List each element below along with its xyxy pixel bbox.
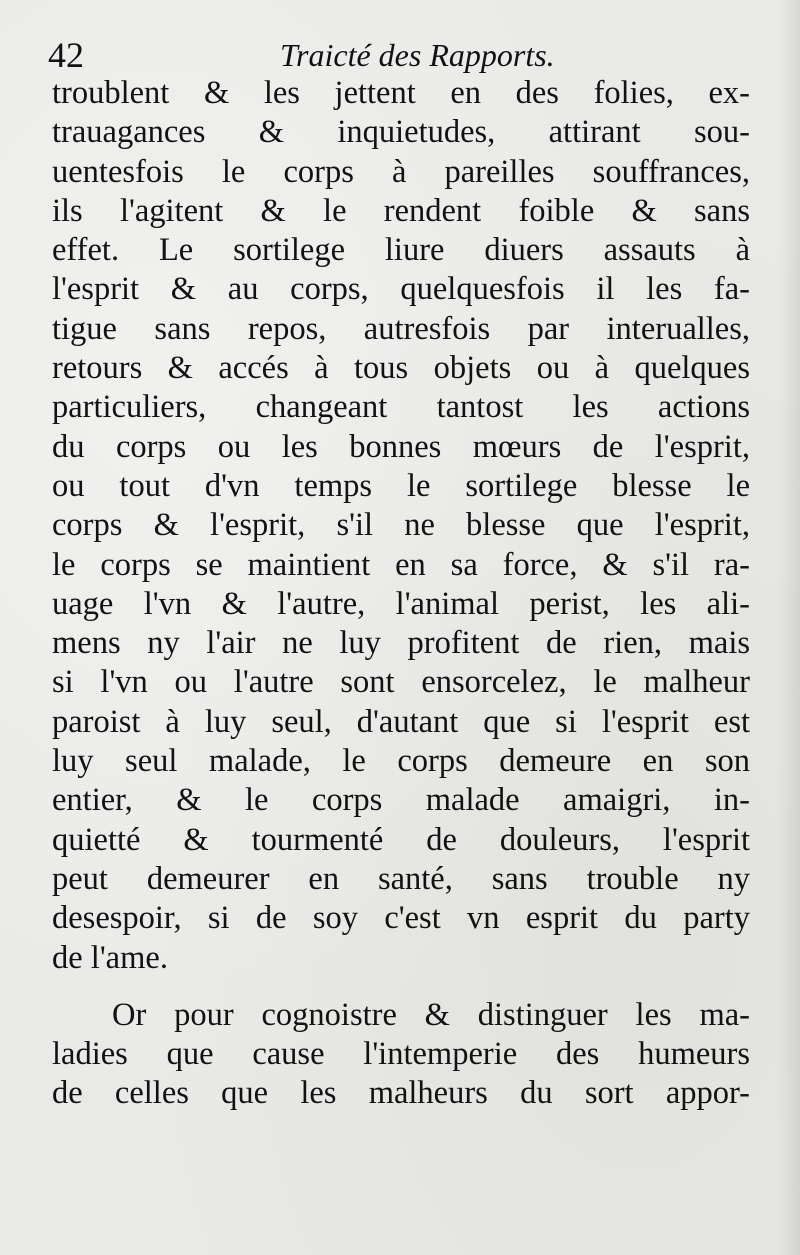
paragraph-gap bbox=[52, 978, 750, 996]
text-line: du corps ou les bonnes mœurs de l'esprit, bbox=[52, 428, 750, 465]
text-line: entier, & le corps malade amaigri, in- bbox=[52, 782, 750, 819]
running-head: Traicté des Rapports. bbox=[280, 37, 555, 73]
text-line: le corps se maintient en sa force, & s'il ra- bbox=[52, 546, 750, 583]
text-line: peut demeurer en santé, sans trouble ny bbox=[52, 860, 750, 897]
text-line: de l'ame. bbox=[52, 939, 168, 976]
body-text bbox=[52, 74, 750, 1114]
text-line: particuliers, changeant tantost les actions bbox=[52, 389, 750, 426]
page-edge-shadow bbox=[778, 0, 800, 1255]
text-line: Or pour cognoistre & distinguer les ma- bbox=[112, 996, 750, 1033]
text-line: luy seul malade, le corps demeure en son bbox=[52, 743, 750, 780]
text-line: desespoir, si de soy c'est vn esprit du party bbox=[52, 900, 750, 937]
text-line: effet. Le sortilege liure diuers assauts à bbox=[52, 232, 750, 269]
text-line: mens ny l'air ne luy profitent de rien, mais bbox=[52, 625, 750, 662]
text-line: ils l'agitent & le rendent foible & sans bbox=[52, 192, 750, 229]
text-line: l'esprit & au corps, quelquesfois il les fa- bbox=[52, 271, 750, 308]
page-header bbox=[48, 30, 768, 80]
text-line: corps & l'esprit, s'il ne blesse que l'esprit, bbox=[52, 507, 750, 544]
text-line: de celles que les malheurs du sort appor- bbox=[52, 1075, 750, 1112]
text-line: ou tout d'vn temps le sortilege blesse le bbox=[52, 467, 750, 504]
text-line: retours & accés à tous objets ou à quelques bbox=[52, 350, 750, 387]
page-number: 42 bbox=[48, 35, 84, 75]
text-line: ladies que cause l'intemperie des humeurs bbox=[52, 1036, 750, 1073]
paragraph-1 bbox=[52, 74, 750, 978]
text-line: quietté & tourmenté de douleurs, l'esprit bbox=[52, 821, 750, 858]
text-line: uentesfois le corps à pareilles souffrances, bbox=[52, 153, 750, 190]
text-line: si l'vn ou l'autre sont ensorcelez, le malheur bbox=[52, 664, 750, 701]
paragraph-2 bbox=[52, 996, 750, 1114]
text-line: troublent & les jettent en des folies, ex- bbox=[52, 75, 750, 111]
text-line: tigue sans repos, autresfois par interualles, bbox=[52, 310, 750, 347]
text-line: uage l'vn & l'autre, l'animal perist, les ali- bbox=[52, 585, 750, 622]
text-line: trauagances & inquietudes, attirant sou- bbox=[52, 114, 750, 151]
text-line: paroist à luy seul, d'autant que si l'esprit est bbox=[52, 703, 750, 740]
